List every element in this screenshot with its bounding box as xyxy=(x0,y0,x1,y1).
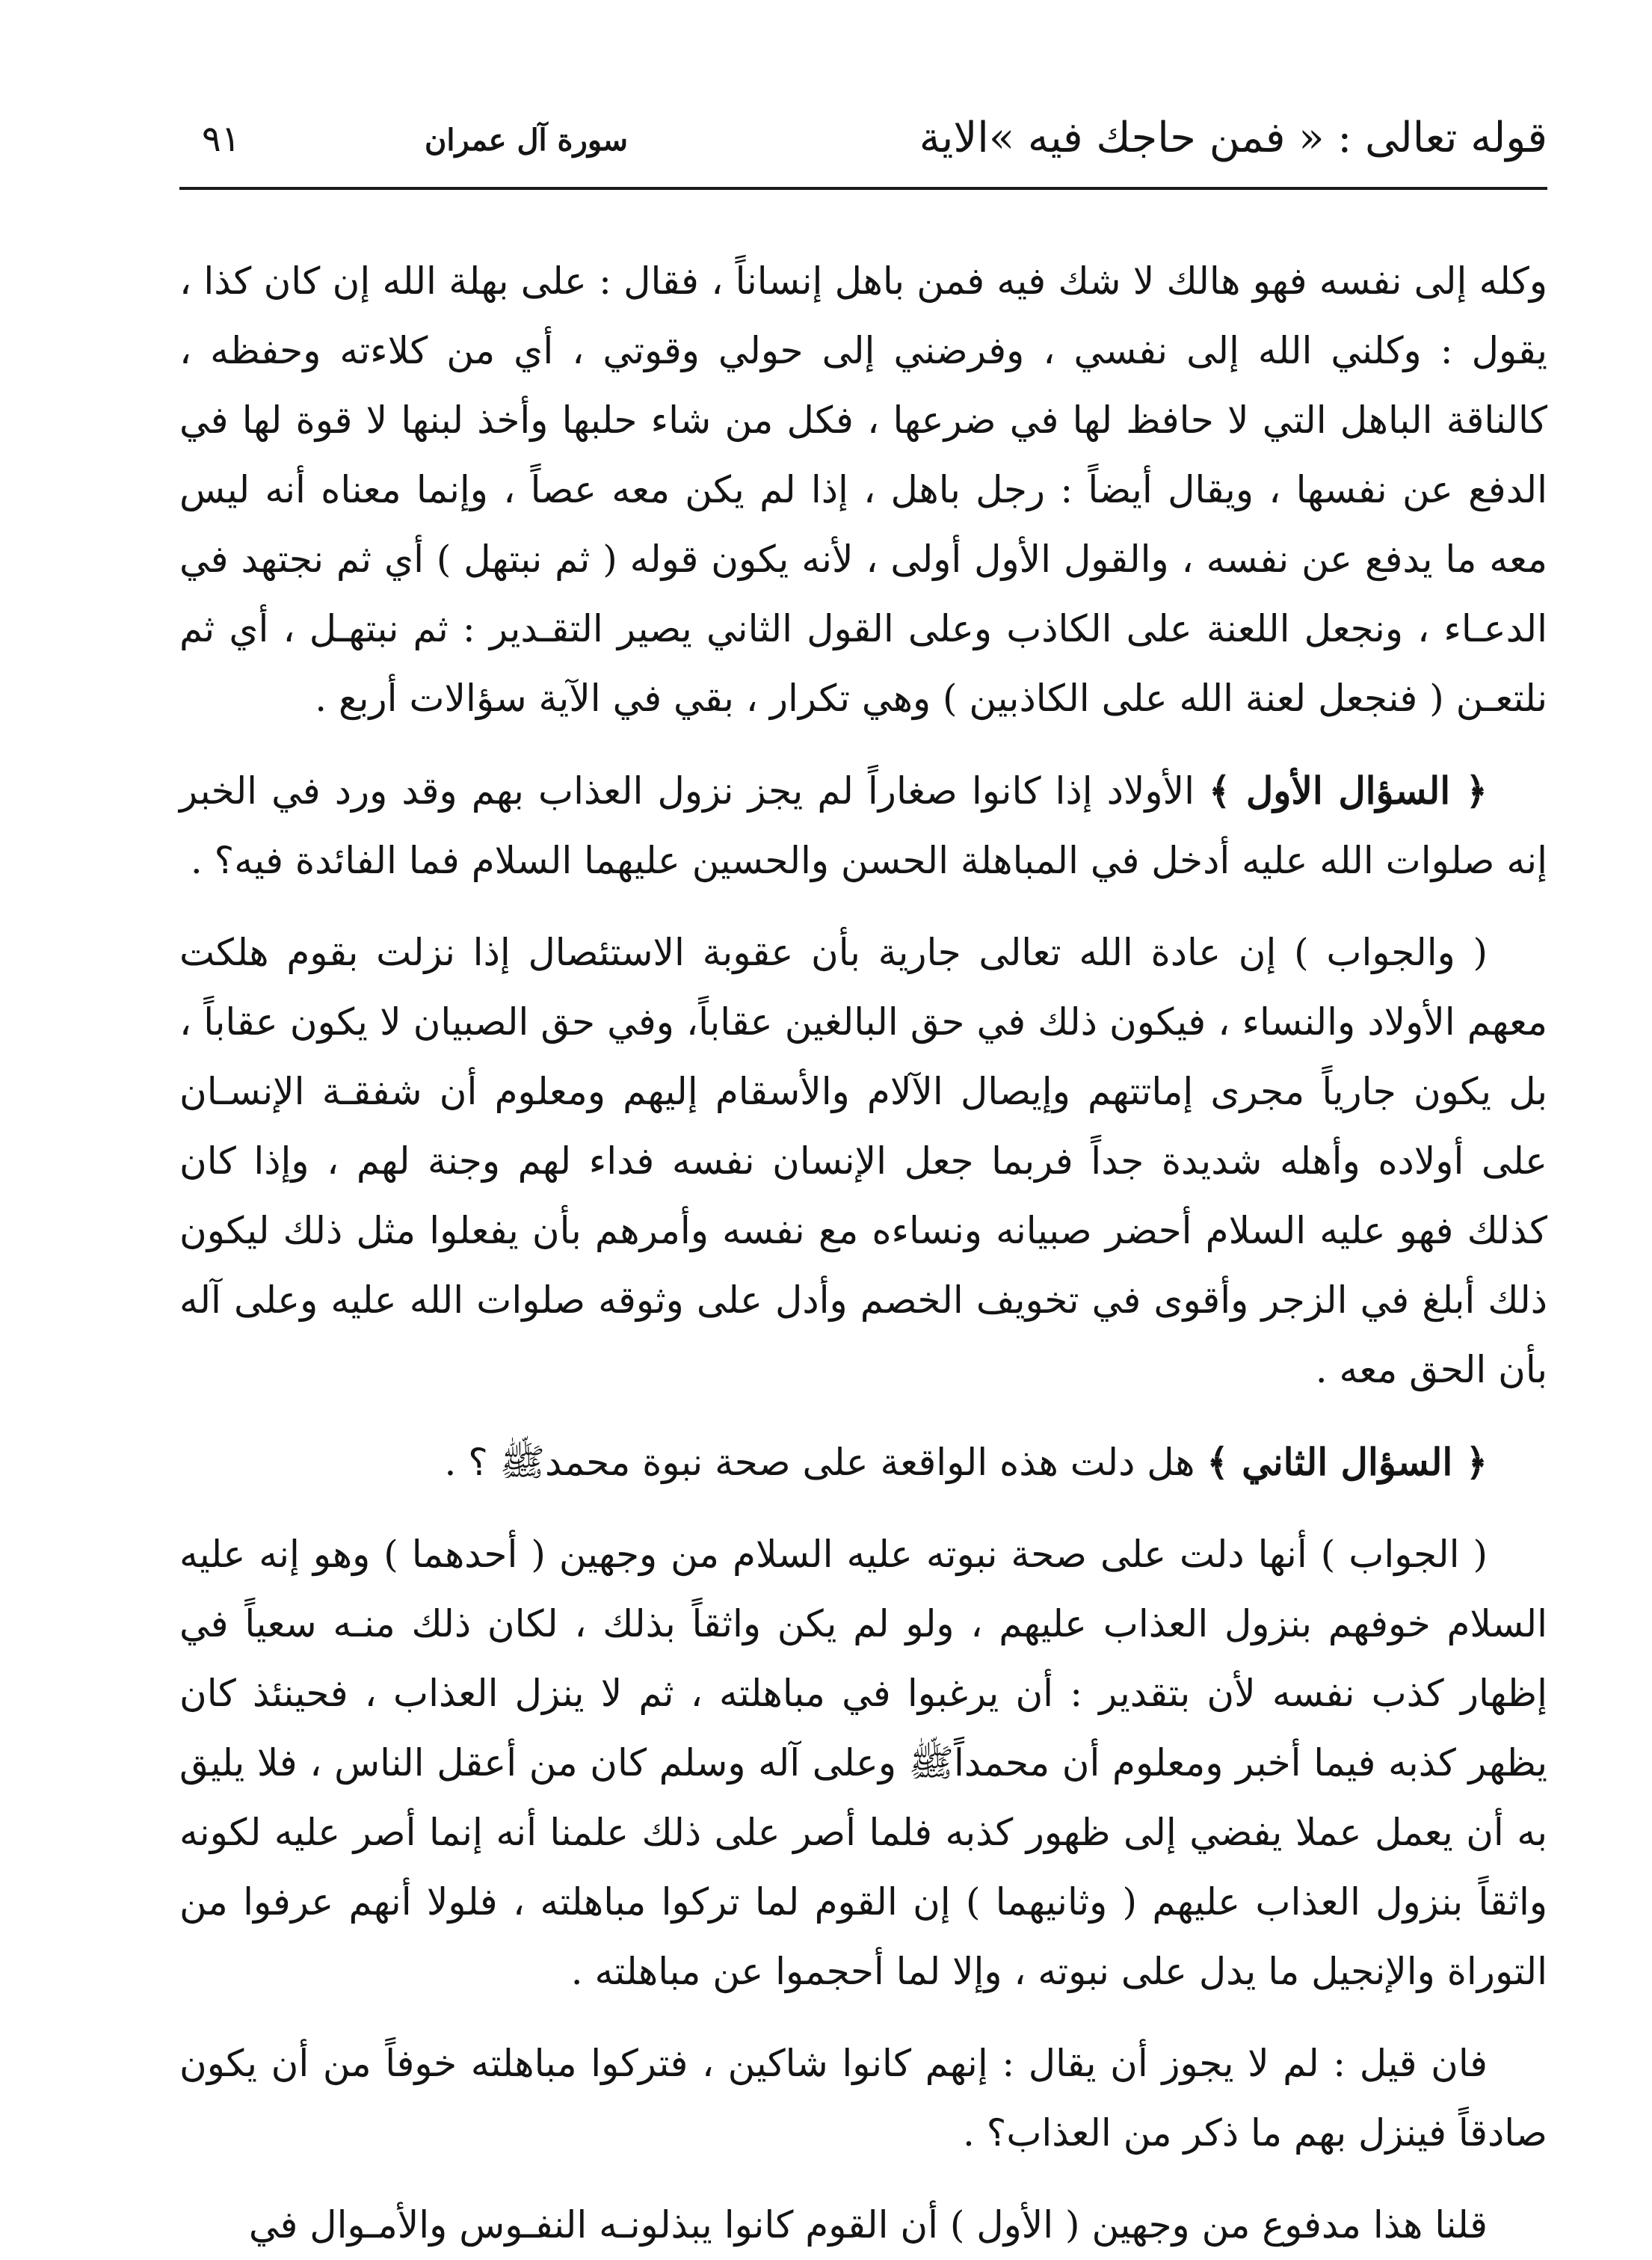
header-surah-name: سورة آل عمران xyxy=(424,123,628,158)
question-first-heading: ﴿ السؤال الأول ﴾ xyxy=(1209,769,1488,813)
running-header xyxy=(179,105,1547,190)
paragraph-objection: فان قيل : لم لا يجوز أن يقال : إنهم كانوا شاكين ، فتركوا مباهلته خوفاً من أن يكون صادقاً فينزل بهم ما ذكر من العذاب؟ . xyxy=(179,2042,1547,2155)
page-number: ٩١ xyxy=(202,118,241,160)
question-second-heading: ﴿ السؤال الثاني ﴾ xyxy=(1206,1440,1488,1484)
header-verse-title: قوله تعالى : « فمن حاجك فيه »الاية xyxy=(919,114,1547,162)
paragraph-reply: قلنا هذا مدفوع من وجهين ( الأول ) أن القوم كانوا يبذلونـه النفـوس والأمـوال في xyxy=(248,2203,1488,2247)
question-first-text: الأولاد إذا كانوا صغاراً لم يجز نزول العذاب بهم وقد ورد في الخبر إنه صلوات الله عليه أدخل في المباهلة الحسن والحسين عليهما السلام فما الفائدة فيه؟ . xyxy=(179,769,1547,882)
question-first xyxy=(179,756,1547,896)
question-second-text: هل دلت هذه الواقعة على صحة نبوة محمدﷺ ؟ . xyxy=(444,1441,1207,1484)
paragraph-intro: وكله إلى نفسه فهو هالك لا شك فيه فمن باهل إنساناً ، فقال : على بهلة الله إن كان كذا ، يقول : وكلني الله إلى نفسي ، وفرضني إلى حولي وقوتي ، أي من كلاءته وحفظه ، كالناقة الباهل التي لا حافظ لها في ضرعها ، فكل من شاء حلبها وأخذ لبنها لا قوة لها في الدفع عن نفسها ، ويقال أيضاً : رجل باهل ، إذا لم يكن معه عصاً ، وإنما معناه أنه ليس معه ما يدفع عن نفسه ، والقول الأول أولى ، لأنه يكون قوله ( ثم نبتهل ) أي ثم نجتهد في الدعـاء ، ونجعل اللعنة على الكاذب وعلى القول الثاني يصير التقـدير : ثم نبتهـل ، أي ثم نلتعـن ( فنجعل لعنة الله على الكاذبين ) وهي تكرار ، بقي في الآية سؤالات أربع . xyxy=(179,259,1547,720)
question-second xyxy=(179,1427,1547,1497)
answer-first: ( والجواب ) إن عادة الله تعالى جارية بأن عقوبة الاستئصال إذا نزلت بقوم هلكت معهم الأولاد والنساء ، فيكون ذلك في حق البالغين عقاباً، وفي حق الصبيان لا يكون عقاباً ، بل يكون جارياً مجرى إماتتهم وإيصال الآلام والأسقام إليهم ومعلوم أن شفقـة الإنسـان على أولاده وأهله شديدة جداً فربما جعل الإنسان نفسه فداء لهم وجنة لهم ، وإذا كان كذلك فهو عليه السلام أحضر صبيانه ونساءه مع نفسه وأمرهم بأن يفعلوا مثل ذلك ليكون ذلك أبلغ في الزجر وأقوى في تخويف الخصم وأدل على وثوقه صلوات الله عليه وعلى آله بأن الحق معه . xyxy=(179,931,1547,1391)
book-page xyxy=(179,105,1547,2247)
body-text xyxy=(179,247,1547,2260)
answer-second: ( الجواب ) أنها دلت على صحة نبوته عليه السلام من وجهين ( أحدهما ) وهو إنه عليه السلام خوفهم بنزول العذاب عليهم ، ولو لم يكن واثقاً بذلك ، لكان ذلك منـه سعياً في إظهار كذب نفسه لأن بتقدير : أن يرغبوا في مباهلته ، ثم لا ينزل العذاب ، فحينئذ كان يظهر كذبه فيما أخبر ومعلوم أن محمداًﷺ وعلى آله وسلم كان من أعقل الناس ، فلا يليق به أن يعمل عملا يفضي إلى ظهور كذبه فلما أصر على ذلك علمنا أنه إنما أصر عليه لكونه واثقاً بنزول العذاب عليهم ( وثانيهما ) إن القوم لما تركوا مباهلته ، فلولا أنهم عرفوا من التوراة والإنجيل ما يدل على نبوته ، وإلا لما أحجموا عن مباهلته . xyxy=(179,1533,1547,1993)
